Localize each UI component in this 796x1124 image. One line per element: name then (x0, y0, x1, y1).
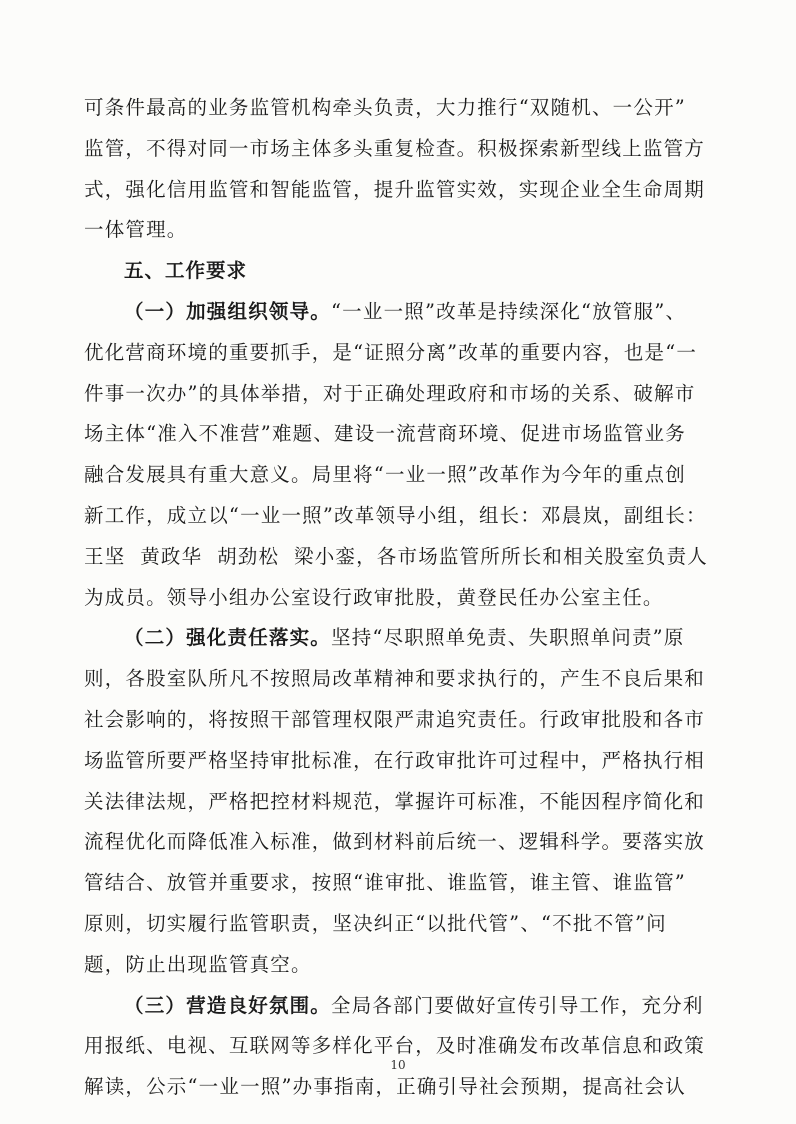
subsection-text: “一业一照”改革是持续深化“放管服”、 (331, 300, 687, 323)
body-line: 王坚 黄政华 胡劲松 梁小銮，各市场监管所所长和相关股室负责人 (84, 545, 708, 568)
subsection-title: （二）强化责任落实。 (124, 626, 332, 649)
subsection-first-line (124, 624, 685, 652)
body-line: 场主体“准入不准营”难题、建设一流营商环境、促进市场监管业务 (84, 422, 686, 445)
body-line: 优化营商环境的重要抓手，是“证照分离”改革的重要内容，也是“一 (84, 341, 698, 364)
subsection-text: 坚持“尽职照单免责、失职照单问责”原 (331, 626, 685, 649)
body-line: 关法律法规，严格把控材料规范，掌握许可标准，不能因程序简化和 (84, 790, 706, 813)
body-line: 为成员。领导小组办公室设行政审批股，黄登民任办公室主任。 (84, 586, 664, 609)
body-line: 则，各股室队所凡不按照局改革精神和要求执行的，产生不良后果和 (84, 667, 706, 690)
page-number: 10 (390, 1058, 406, 1072)
body-line: 原则，切实履行监管职责，坚决纠正“以批代管”、“不批不管”问 (84, 912, 667, 935)
body-line: 场监管所要严格坚持审批标准，在行政审批许可过程中，严格执行相 (84, 749, 706, 772)
body-line: 融合发展具有重大意义。局里将“一业一照”改革作为今年的重点创 (84, 463, 686, 486)
body-line: 用报纸、电视、互联网等多样化平台，及时准确发布改革信息和政策 (84, 1034, 706, 1057)
subsection-title: （三）营造良好氛围。 (124, 994, 332, 1017)
subsection-first-line (124, 992, 704, 1020)
body-line: 式，强化信用监管和智能监管，提升监管实效，实现企业全生命周期 (84, 178, 706, 201)
section-heading: 五、工作要求 (124, 259, 248, 282)
subsection-first-line (124, 298, 686, 326)
body-line: 社会影响的，将按照干部管理权限严肃追究责任。行政审批股和各市 (84, 708, 706, 731)
subsection-text: 全局各部门要做好宣传引导工作，充分利 (331, 994, 704, 1017)
body-line: 监管，不得对同一市场主体多头重复检查。积极探索新型线上监管方 (84, 137, 706, 160)
body-line: 流程优化而降低准入标准，做到材料前后统一、逻辑科学。要落实放 (84, 830, 706, 853)
body-line: 可条件最高的业务监管机构牵头负责，大力推行“双随机、一公开” (84, 96, 686, 119)
body-line: 解读，公示“一业一照”办事指南，正确引导社会预期，提高社会认 (84, 1075, 686, 1098)
body-line: 一体管理。 (84, 218, 188, 241)
subsection-title: （一）加强组织领导。 (124, 300, 332, 323)
body-line: 管结合、放管并重要求，按照“谁审批、谁监管，谁主管、谁监管” (84, 871, 686, 894)
body-line: 新工作，成立以“一业一照”改革领导小组，组长：邓晨岚，副组长： (84, 504, 707, 527)
body-line: 件事一次办”的具体举措，对于正确处理政府和市场的关系、破解市 (84, 382, 696, 405)
body-line: 题，防止出现监管真空。 (84, 953, 312, 976)
